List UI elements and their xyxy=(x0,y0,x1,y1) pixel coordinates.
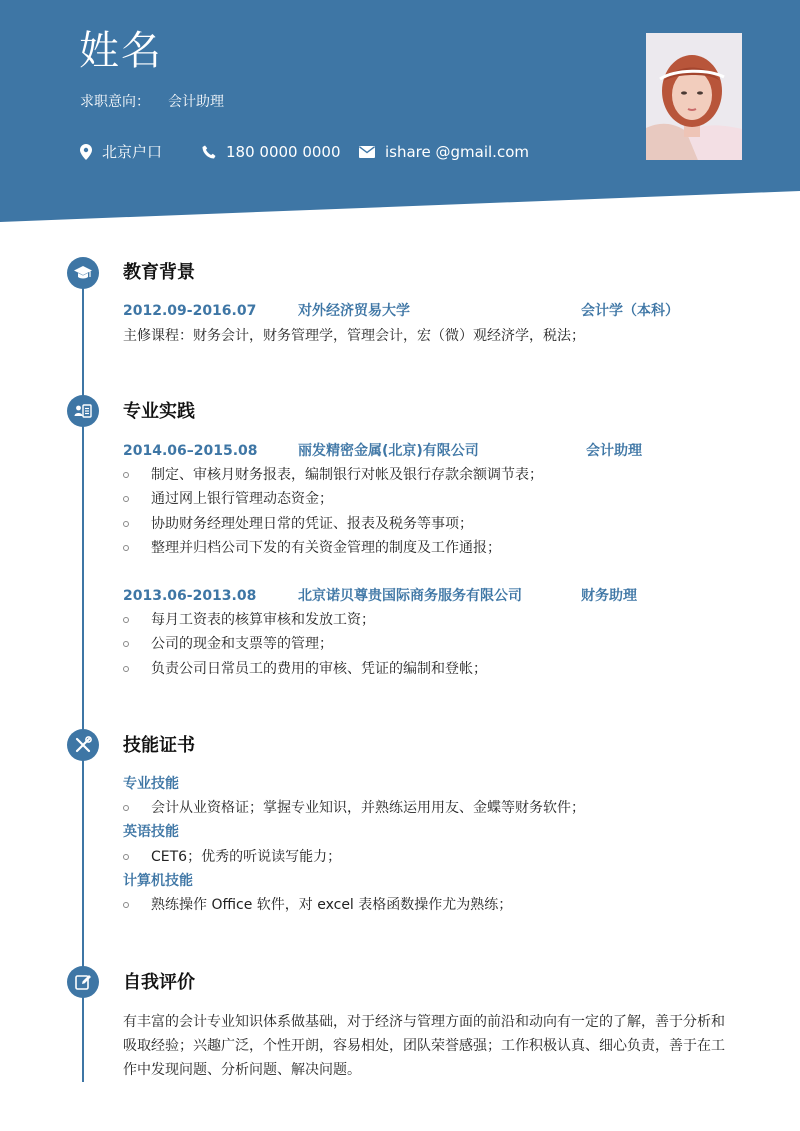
graduation-cap-icon xyxy=(73,265,93,281)
bullet-icon xyxy=(123,805,129,811)
profile-photo xyxy=(646,33,742,160)
bullet-icon xyxy=(123,666,129,672)
education-major: 会计学（本科） xyxy=(581,303,679,319)
contact-email xyxy=(359,142,529,162)
job-2-item-2: 公司的现金和支票等的管理； xyxy=(151,636,333,652)
skill-group-3-item: 熟练操作 Office 软件，对 excel 表格函数操作尤为熟练； xyxy=(151,897,513,913)
job-intent-label: 求职意向： xyxy=(80,94,150,110)
skill-group-1-label: 专业技能 xyxy=(123,776,179,792)
bullet-icon xyxy=(123,521,129,527)
job-1-item-2: 通过网上银行管理动态资金； xyxy=(151,491,333,507)
education-section-icon xyxy=(67,257,99,289)
bullet-icon xyxy=(123,854,129,860)
experience-section-icon xyxy=(67,395,99,427)
candidate-name: 姓名 xyxy=(79,28,163,74)
education-period: 2012.09-2016.07 xyxy=(123,303,257,319)
bullet-icon xyxy=(123,617,129,623)
phone-text: 180 0000 0000 xyxy=(226,143,341,161)
job-intent-value: 会计助理 xyxy=(168,94,224,110)
experience-title: 专业实践 xyxy=(123,401,195,422)
skill-group-2-item: CET6；优秀的听说读写能力； xyxy=(151,849,342,865)
job-2-role: 财务助理 xyxy=(581,588,637,604)
skill-group-3-label: 计算机技能 xyxy=(123,873,193,889)
job-2-period: 2013.06-2013.08 xyxy=(123,588,257,604)
bullet-icon xyxy=(123,641,129,647)
bullet-icon xyxy=(123,472,129,478)
education-title: 教育背景 xyxy=(123,262,195,283)
email-text: ishare @gmail.com xyxy=(385,143,529,161)
job-2-company: 北京诺贝尊贵国际商务服务有限公司 xyxy=(298,588,522,604)
job-1-item-1: 制定、审核月财务报表，编制银行对帐及银行存款余额调节表； xyxy=(151,467,543,483)
education-courses: 主修课程：财务会计，财务管理学，管理会计，宏（微）观经济学，税法； xyxy=(123,328,585,344)
skill-group-2-label: 英语技能 xyxy=(123,824,179,840)
self-eval-title: 自我评价 xyxy=(123,972,195,993)
job-1-item-3: 协助财务经理处理日常的凭证、报表及税务等事项； xyxy=(151,516,473,532)
contact-location xyxy=(80,142,162,162)
tools-icon xyxy=(74,736,92,754)
bullet-icon xyxy=(123,545,129,551)
phone-icon xyxy=(202,145,216,159)
job-1-company: 丽发精密金属(北京)有限公司 xyxy=(298,443,479,459)
skills-title: 技能证书 xyxy=(123,735,195,756)
job-1-item-4: 整理并归档公司下发的有关资金管理的制度及工作通报； xyxy=(151,540,501,556)
bullet-icon xyxy=(123,902,129,908)
bullet-icon xyxy=(123,496,129,502)
education-school: 对外经济贸易大学 xyxy=(298,303,410,319)
job-1-period: 2014.06–2015.08 xyxy=(123,443,258,459)
skills-section-icon xyxy=(67,729,99,761)
timeline-line xyxy=(82,262,84,1082)
contact-phone xyxy=(202,142,341,162)
envelope-icon xyxy=(359,146,375,158)
id-card-icon xyxy=(73,403,93,419)
self-eval-text: 有丰富的会计专业知识体系做基础，对于经济与管理方面的前沿和动向有一定的了解，善于分析和吸取经验；兴趣广泛，个性开朗，容易相处，团队荣誉感强；工作积极认真、细心负责，善于在工作中发现问题、分析问题、解决问题。 xyxy=(123,1014,725,1078)
location-pin-icon xyxy=(80,144,92,160)
job-2-item-1: 每月工资表的核算审核和发放工资； xyxy=(151,612,375,628)
location-text: 北京户口 xyxy=(102,143,163,161)
self-eval-section-icon xyxy=(67,966,99,998)
job-intent xyxy=(80,92,224,112)
edit-icon xyxy=(74,973,92,991)
job-2-item-3: 负责公司日常员工的费用的审核、凭证的编制和登帐； xyxy=(151,661,487,677)
job-1-role: 会计助理 xyxy=(586,443,642,459)
skill-group-1-item: 会计从业资格证；掌握专业知识，并熟练运用用友、金蝶等财务软件； xyxy=(151,800,585,816)
